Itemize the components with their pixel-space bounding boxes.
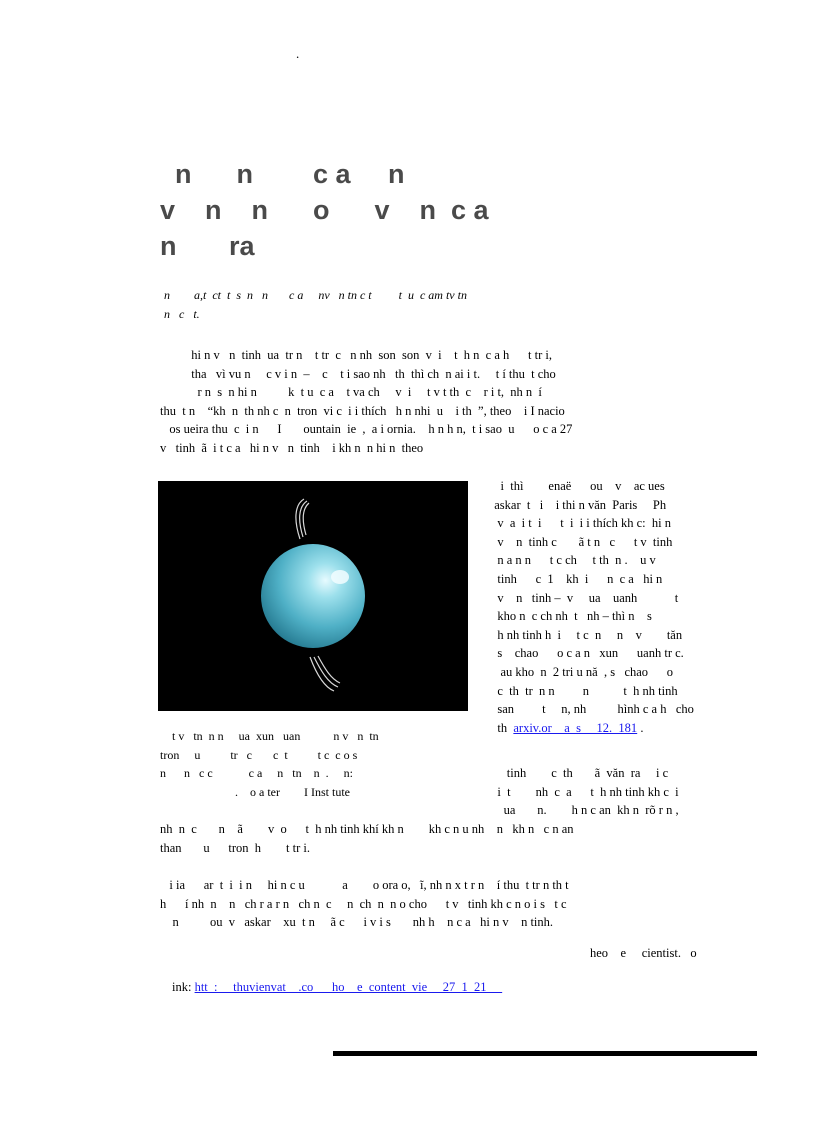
text-line: s chao o c a n xun uanh tr c. xyxy=(488,646,684,661)
text-line: i t nh c a t h nh tinh kh c i xyxy=(488,784,679,799)
subtitle-line: n c t. xyxy=(164,307,200,321)
paragraph-right-column xyxy=(488,477,738,737)
paragraph-intro xyxy=(160,346,740,458)
text-line: tinh c th ã văn ra i c xyxy=(488,766,669,780)
article-subtitle xyxy=(164,286,634,324)
text-line: thu t n “kh n th nh c n tron vi c i i thích h n nhi u i th ”, theo i I nacio xyxy=(160,403,565,418)
link-label: ink: xyxy=(172,980,195,994)
title-line: n n c a n xyxy=(160,159,405,189)
text-fragment: . xyxy=(637,720,644,735)
text-line: os ueira thu c i n I ountain ie , a i ornia. h n h n, t i sao u o c a 27 xyxy=(160,422,573,437)
text-line: c th tr n n n t h nh tinh xyxy=(488,683,678,698)
text-line: n ou v askar xu t n ã c i v i s nh h n c a hi n v n tinh. xyxy=(160,915,554,930)
source-url-link[interactable]: htt : thuvienvat .co ho e content vie 27 1 21 xyxy=(194,980,503,994)
text-line: nh n c n ã v o t h nh tinh khí kh n kh c n u nh n kh n c n an xyxy=(160,822,574,836)
planet-disk xyxy=(261,544,365,648)
text-line: h nh tinh h i t c n n v tăn xyxy=(488,627,683,642)
text-line: r n s n hi n k t u c a t va ch v i t v t th c r i t, nh n í xyxy=(160,385,542,400)
text-line: kho n c ch nh t nh – thì n s xyxy=(488,609,652,624)
text-line: i ia ar t i i n hi n c u a o ora o, ĩ, nh n x t r n í thu t tr n th t xyxy=(160,878,569,892)
subtitle-line: n a,t ct t s n n c a nv n tn c t t u c am tv tn xyxy=(164,288,467,302)
image-caption xyxy=(160,727,480,801)
text-line: than u tron h t tr i. xyxy=(160,840,310,855)
footer-rule xyxy=(333,1051,757,1056)
text-line: askar t i i thi n văn Paris Ph xyxy=(488,497,667,512)
text-line: ua n. h n c an kh n rõ r n , xyxy=(488,803,679,818)
text-line: v a i t i t i i i thích kh c: hi n xyxy=(488,516,671,531)
uranus-image xyxy=(158,481,468,711)
text-line-with-link xyxy=(488,719,738,738)
paragraph-right-column-2 xyxy=(488,764,738,820)
text-line: v tinh ã i t c a hi n v n tinh i kh n n hi n theo xyxy=(160,440,424,455)
text-line: v n tinh – v ua uanh t xyxy=(488,590,679,605)
text-line: hi n v n tinh ua tr n t tr c n nh son son v i t h n c a h t tr i, xyxy=(160,348,552,362)
text-fragment: th xyxy=(488,720,514,735)
text-line: au kho n 2 tri u nă , s chao o xyxy=(488,664,674,679)
arxiv-link[interactable]: arxiv.or a s 12. 181 xyxy=(513,720,638,735)
text-line: tinh c 1 kh i n c a hi n xyxy=(488,571,663,586)
source-attribution: heo e cientist. o xyxy=(590,946,697,960)
text-line: n a n n t c ch t th n . u v xyxy=(488,553,656,568)
paragraph-last xyxy=(160,876,740,932)
caption-line: . o a ter I Inst tute xyxy=(160,784,350,799)
text-line: tha vì vu n c v i n – c t i sao nh th thì ch n ai i t. t í thu t cho xyxy=(160,366,556,381)
header-dot: . xyxy=(296,46,300,61)
caption-line: t v tn n n ua xun uan n v n tn xyxy=(160,729,379,743)
article-title xyxy=(160,156,630,264)
paragraph-full-width xyxy=(160,820,740,857)
source-link-line xyxy=(172,980,502,995)
text-line: i thì enaë ou v ac ues xyxy=(488,479,665,493)
polar-cloud xyxy=(331,570,349,584)
uranus-illustration xyxy=(158,481,468,711)
caption-line: tron u tr c c t t c c o s xyxy=(160,747,358,762)
text-line: h í nh n n ch r a r n ch n c n ch n n o cho t v tinh kh c n o i s t c xyxy=(160,896,567,911)
text-line: san t n, nh hình c a h cho xyxy=(488,702,694,717)
text-line: v n tinh c ã t n c t v tinh xyxy=(488,534,673,549)
caption-line: n n c c c a n tn n . n: xyxy=(160,766,353,781)
title-line: n ra xyxy=(160,231,255,261)
title-line: v n n o v n c a xyxy=(160,195,489,225)
